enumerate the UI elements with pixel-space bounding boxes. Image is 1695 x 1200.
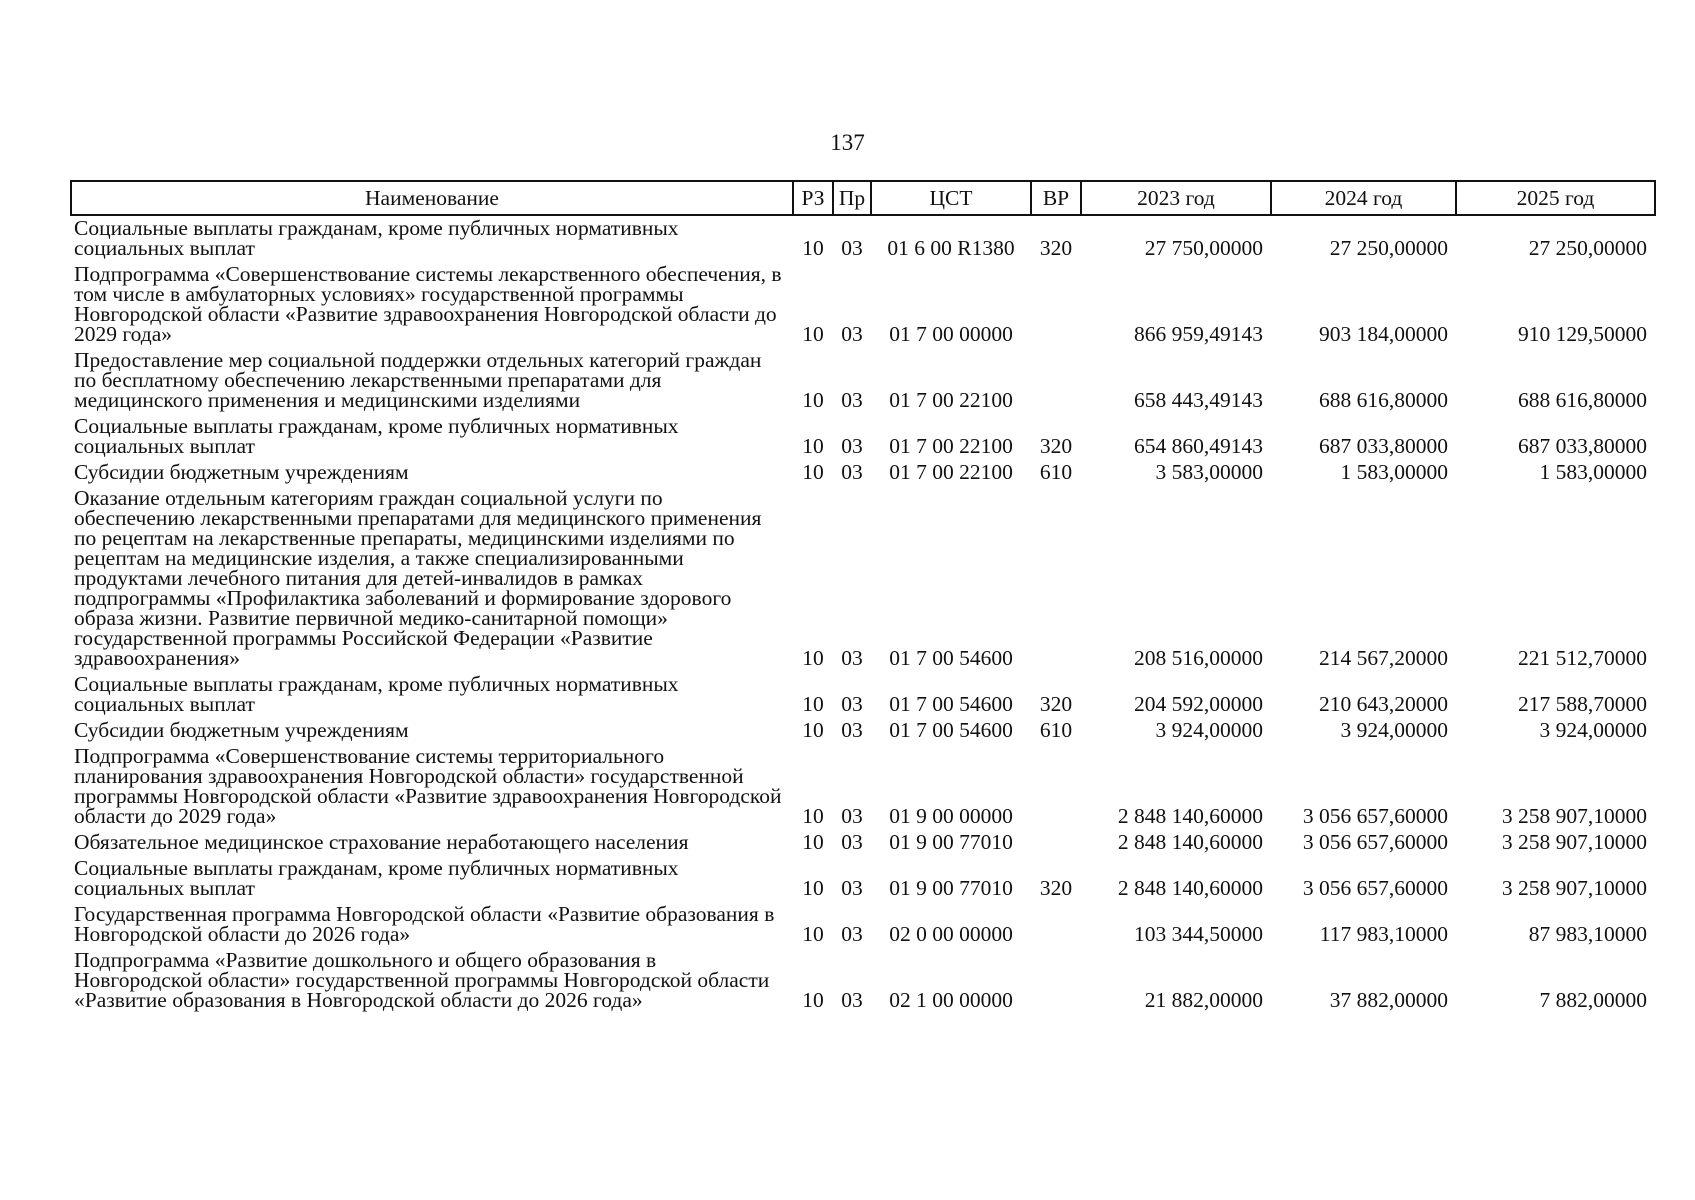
row-amount-2024: 688 616,80000: [1319, 388, 1448, 412]
row-name: Социальные выплаты гражданам, кроме публичных нормативных социальных выплат: [74, 672, 679, 716]
row-cst: 01 7 00 54600: [889, 692, 1013, 716]
row-rz: 10: [802, 388, 824, 412]
row-cst: 01 7 00 22100: [889, 434, 1013, 458]
row-vr: 320: [1039, 434, 1073, 458]
row-vr: [1031, 948, 1081, 1014]
row-vr: 320: [1039, 692, 1073, 716]
row-rz: 10: [802, 434, 824, 458]
header-pr: Пр: [833, 181, 871, 215]
row-vr: [1031, 744, 1081, 830]
table-row: [71, 948, 1655, 1014]
header-rz: РЗ: [793, 181, 833, 215]
row-pr: 03: [841, 922, 863, 946]
row-vr: [1031, 486, 1081, 672]
row-rz: 10: [802, 460, 824, 484]
row-vr: [1031, 262, 1081, 348]
row-vr: 610: [1039, 460, 1073, 484]
row-pr: 03: [841, 322, 863, 346]
table-row: [71, 414, 1655, 460]
header-name: Наименование: [71, 181, 793, 215]
table-row: [71, 718, 1655, 744]
row-amount-2025: 687 033,80000: [1518, 434, 1647, 458]
row-pr: 03: [841, 236, 863, 260]
row-cst: 01 6 00 R1380: [887, 236, 1015, 260]
row-cst: 01 7 00 22100: [889, 388, 1013, 412]
table-row: [71, 744, 1655, 830]
table-row: [71, 856, 1655, 902]
table-body: [71, 215, 1655, 1014]
budget-table: [70, 180, 1656, 1014]
row-amount-2023: 2 848 140,60000: [1117, 804, 1263, 828]
row-amount-2024: 37 882,00000: [1329, 988, 1448, 1012]
row-amount-2025: 3 258 907,10000: [1501, 830, 1647, 854]
row-cst: 02 0 00 00000: [889, 922, 1013, 946]
row-cst: 01 7 00 54600: [889, 718, 1013, 742]
row-amount-2024: 27 250,00000: [1329, 236, 1448, 260]
row-cst: 01 9 00 77010: [889, 876, 1013, 900]
row-pr: 03: [841, 646, 863, 670]
row-name: Подпрограмма «Совершенствование системы территориального планирования здравоохранения Новгородской области» государственной программы Новгородской области «Развитие здравоохранения Новгородской области до 2029 года»: [74, 744, 782, 828]
row-amount-2025: 3 924,00000: [1539, 718, 1647, 742]
table-header-row: [71, 181, 1655, 215]
row-pr: 03: [841, 388, 863, 412]
row-amount-2024: 903 184,00000: [1319, 322, 1448, 346]
row-pr: 03: [841, 692, 863, 716]
row-name: Подпрограмма «Развитие дошкольного и общего образования в Новгородской области» государственной программы Новгородской области «Развитие образования в Новгородской области до 2026 года»: [74, 948, 770, 1012]
row-pr: 03: [841, 876, 863, 900]
row-amount-2023: 3 924,00000: [1155, 718, 1263, 742]
row-amount-2025: 688 616,80000: [1518, 388, 1647, 412]
row-amount-2023: 103 344,50000: [1134, 922, 1263, 946]
row-vr: [1031, 902, 1081, 948]
row-name: Социальные выплаты гражданам, кроме публичных нормативных социальных выплат: [74, 856, 679, 900]
row-amount-2023: 3 583,00000: [1155, 460, 1263, 484]
row-name: Предоставление мер социальной поддержки отдельных категорий граждан по бесплатному обеспечению лекарственными препаратами для медицинского применения и медицинскими изделиями: [74, 348, 762, 412]
row-vr: 320: [1039, 876, 1073, 900]
row-amount-2024: 117 983,10000: [1319, 922, 1448, 946]
row-name: Подпрограмма «Совершенствование системы лекарственного обеспечения, в том числе в амбулаторных условиях» государственной программы Новгородской области «Развитие здравоохранения Новгородской области до 2029 года»: [74, 262, 782, 346]
row-vr: 610: [1039, 718, 1073, 742]
row-amount-2025: 1 583,00000: [1539, 460, 1647, 484]
row-pr: 03: [841, 460, 863, 484]
table-row: [71, 902, 1655, 948]
row-rz: 10: [802, 804, 824, 828]
row-amount-2025: 87 983,10000: [1528, 922, 1647, 946]
row-rz: 10: [802, 646, 824, 670]
table-row: [71, 830, 1655, 856]
row-cst: 01 7 00 22100: [889, 460, 1013, 484]
row-amount-2024: 687 033,80000: [1319, 434, 1448, 458]
row-amount-2025: 3 258 907,10000: [1501, 804, 1647, 828]
row-rz: 10: [802, 876, 824, 900]
row-name: Субсидии бюджетным учреждениям: [74, 460, 409, 484]
row-pr: 03: [841, 804, 863, 828]
row-name: Обязательное медицинское страхование неработающего населения: [74, 830, 689, 854]
row-vr: [1031, 830, 1081, 856]
table-row: [71, 215, 1655, 262]
row-pr: 03: [841, 988, 863, 1012]
header-vr: ВР: [1031, 181, 1081, 215]
row-cst: 01 9 00 77010: [889, 830, 1013, 854]
page-number: 137: [830, 130, 865, 155]
row-amount-2025: 910 129,50000: [1518, 322, 1647, 346]
row-rz: 10: [802, 988, 824, 1012]
table-row: [71, 262, 1655, 348]
row-amount-2025: 27 250,00000: [1528, 236, 1647, 260]
row-pr: 03: [841, 830, 863, 854]
table-row: [71, 348, 1655, 414]
row-rz: 10: [802, 718, 824, 742]
header-2024: 2024 год: [1271, 181, 1456, 215]
row-rz: 10: [802, 922, 824, 946]
header-cst: ЦСТ: [871, 181, 1031, 215]
row-amount-2024: 210 643,20000: [1319, 692, 1448, 716]
row-cst: 02 1 00 00000: [889, 988, 1013, 1012]
row-name: Социальные выплаты гражданам, кроме публичных нормативных социальных выплат: [74, 414, 679, 458]
row-amount-2024: 3 056 657,60000: [1302, 876, 1448, 900]
row-pr: 03: [841, 434, 863, 458]
table-row: [71, 460, 1655, 486]
row-name: Оказание отдельным категориям граждан социальной услуги по обеспечению лекарственными препаратами для медицинского применения по рецептам на лекарственные препараты, медицинскими изделиями по рецептам на медицинские изделия, а также специализированными продуктами лечебного питания для детей-инвалидов в рамках подпрограммы «Профилактика заболеваний и формирование здорового образа жизни. Развитие первичной медико-санитарной помощи» государственной программы Российской Федерации «Развитие здравоохранения»: [74, 486, 762, 670]
row-amount-2025: 221 512,70000: [1518, 646, 1647, 670]
row-amount-2023: 27 750,00000: [1144, 236, 1263, 260]
row-amount-2023: 2 848 140,60000: [1117, 876, 1263, 900]
row-amount-2025: 217 588,70000: [1518, 692, 1647, 716]
row-vr: 320: [1039, 236, 1073, 260]
row-name: Государственная программа Новгородской области «Развитие образования в Новгородской области до 2026 года»: [74, 902, 775, 946]
table-row: [71, 486, 1655, 672]
row-name: Субсидии бюджетным учреждениям: [74, 718, 409, 742]
row-amount-2023: 208 516,00000: [1134, 646, 1263, 670]
row-cst: 01 9 00 00000: [889, 804, 1013, 828]
row-cst: 01 7 00 00000: [889, 322, 1013, 346]
row-amount-2025: 3 258 907,10000: [1501, 876, 1647, 900]
row-cst: 01 7 00 54600: [889, 646, 1013, 670]
header-2023: 2023 год: [1081, 181, 1271, 215]
row-amount-2024: 3 056 657,60000: [1302, 804, 1448, 828]
row-amount-2023: 654 860,49143: [1134, 434, 1263, 458]
row-rz: 10: [802, 692, 824, 716]
row-amount-2023: 866 959,49143: [1134, 322, 1263, 346]
row-amount-2023: 21 882,00000: [1144, 988, 1263, 1012]
header-2025: 2025 год: [1456, 181, 1655, 215]
row-amount-2023: 2 848 140,60000: [1117, 830, 1263, 854]
row-rz: 10: [802, 322, 824, 346]
row-amount-2024: 1 583,00000: [1340, 460, 1448, 484]
row-amount-2024: 214 567,20000: [1319, 646, 1448, 670]
row-rz: 10: [802, 830, 824, 854]
row-name: Социальные выплаты гражданам, кроме публичных нормативных социальных выплат: [74, 216, 679, 260]
row-amount-2023: 658 443,49143: [1134, 388, 1263, 412]
row-amount-2024: 3 924,00000: [1340, 718, 1448, 742]
row-pr: 03: [841, 718, 863, 742]
row-amount-2023: 204 592,00000: [1134, 692, 1263, 716]
row-amount-2024: 3 056 657,60000: [1302, 830, 1448, 854]
row-vr: [1031, 348, 1081, 414]
row-rz: 10: [802, 236, 824, 260]
table-row: [71, 672, 1655, 718]
row-amount-2025: 7 882,00000: [1539, 988, 1647, 1012]
